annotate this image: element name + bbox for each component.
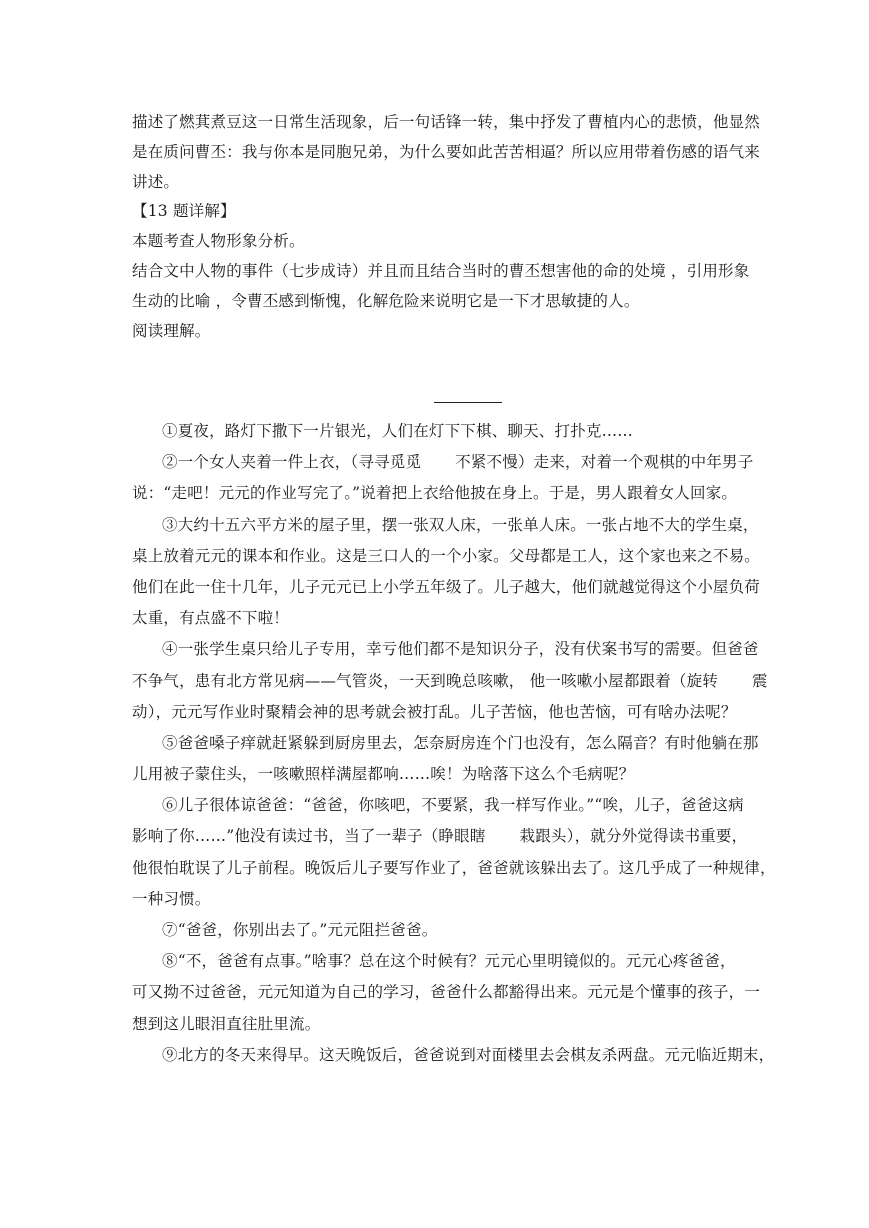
paragraph-1: ①夏夜，路灯下撒下一片银光，人们在灯下下棋、聊天、打扑克…… bbox=[162, 422, 634, 440]
text-line: 本题考查人物形象分析。 bbox=[132, 232, 305, 251]
text-line: 讲述。 bbox=[132, 172, 180, 191]
text-segment: 不紧不慢）走来，对着一个观棋的中年男子 bbox=[455, 453, 754, 472]
paragraph-3-line: ③大约十五六平方米的屋子里，摆一张双人床，一张单人床。一张占地不大的学生桌， bbox=[162, 515, 759, 534]
paragraph-9-line: ⑨北方的冬天来得早。这天晚饭后，爸爸说到对面楼里去会棋友杀两盘。元元临近期末， bbox=[162, 1045, 775, 1064]
paragraph-7: ⑦“爸爸，你别出去了。”元元阻拦爸爸。 bbox=[162, 921, 438, 939]
answer-explanation bbox=[132, 108, 761, 346]
paragraph-8-line: ⑧“不，爸爸有点事。”啥事？总在这个时候有？元元心里明镜似的。元元心疼爸爸， bbox=[162, 952, 736, 971]
blank-underline bbox=[434, 402, 502, 403]
text-line: 结合文中人物的事件（七步成诗）并且而且结合当时的曹丕想害他的命的处境 ，引用形象 bbox=[132, 261, 750, 280]
text-segment: 栽跟头），就分外觉得读书重要， bbox=[519, 827, 748, 846]
paragraph-6-line bbox=[132, 821, 748, 852]
paragraph-5-line: ⑤爸爸嗓子痒就赶紧躲到厨房里去，怎奈厨房连个门也没有，怎么隔音？有时他躺在那 bbox=[162, 733, 759, 752]
text-line: 生动的比喻 ，令曹丕感到惭愧，化解危险来说明它是一下才思敏捷的人。 bbox=[132, 291, 640, 310]
paragraph-3-line: 他们在此一住十几年，儿子元元已上小学五年级了。儿子越大，他们就越觉得这个小屋负荷 bbox=[132, 577, 761, 596]
paragraph-6-line: 他很怕耽误了儿子前程。晚饭后儿子要写作业了，爸爸就该躲出去了。这几乎成了一种规律， bbox=[132, 858, 776, 877]
paragraph-4-line: 动），元元写作业时聚精会神的思考就会被打乱。儿子苦恼，他也苦恼，可有啥办法呢？ bbox=[132, 702, 737, 721]
text-segment: ②一个女人夹着一件上衣，（寻寻觅觅 bbox=[162, 453, 422, 472]
paragraph-8-line: 想到这儿眼泪直往肚里流。 bbox=[132, 1014, 321, 1033]
paragraph-4-line: ④一张学生桌只给儿子专用，幸亏他们都不是知识分子，没有伏案书写的需要。但爸爸 bbox=[162, 640, 759, 659]
paragraph-8-line: 可又拗不过爸爸，元元知道为自己的学习，爸爸什么都豁得出来。元元是个懂事的孩子，一 bbox=[132, 983, 761, 1002]
paragraph-4-line bbox=[132, 666, 768, 697]
text-segment: 不争气，患有北方常见病——气管炎，一天到晚总咳嗽， 他一咳嗽小屋都跟着（旋转 bbox=[132, 671, 719, 690]
paragraph-2-line: 说：“走吧！元元的作业写完了。”说着把上衣给他披在身上。于是，男人跟着女人回家。 bbox=[132, 484, 738, 503]
text-segment: 震 bbox=[752, 671, 768, 690]
paragraph-6-line: 一种习惯。 bbox=[132, 889, 211, 908]
text-line: 描述了燃萁煮豆这一日常生活现象，后一句话锋一转，集中抒发了曹植内心的悲愤，他显然 bbox=[132, 113, 761, 131]
reading-passage bbox=[132, 416, 776, 1071]
paragraph-3-line: 太重，有点盛不下啦！ bbox=[132, 609, 290, 628]
paragraph-3-line: 桌上放着元元的课本和作业。这是三口人的一个小家。父母都是工人，这个家也来之不易。 bbox=[132, 546, 761, 565]
text-segment: 影响了你……”他没有读过书，当了一辈子（睁眼瞎 bbox=[132, 827, 486, 846]
paragraph-6-line: ⑥儿子很体谅爸爸：“爸爸，你咳吧，不要紧，我一样写作业。”“唉，儿子，爸爸这病 bbox=[162, 796, 744, 815]
text-line: 是在质问曹丕：我与你本是同胞兄弟，为什么要如此苦苦相逼？所以应用带着伤感的语气来 bbox=[132, 142, 761, 161]
paragraph-2-line bbox=[132, 447, 754, 478]
section-heading: 【13 题详解】 bbox=[132, 202, 236, 221]
paragraph-5-line: 儿用被子蒙住头，一咳嗽照样满屋都响……唉！为啥落下这么个毛病呢？ bbox=[132, 765, 635, 784]
text-line: 阅读理解。 bbox=[132, 321, 211, 340]
